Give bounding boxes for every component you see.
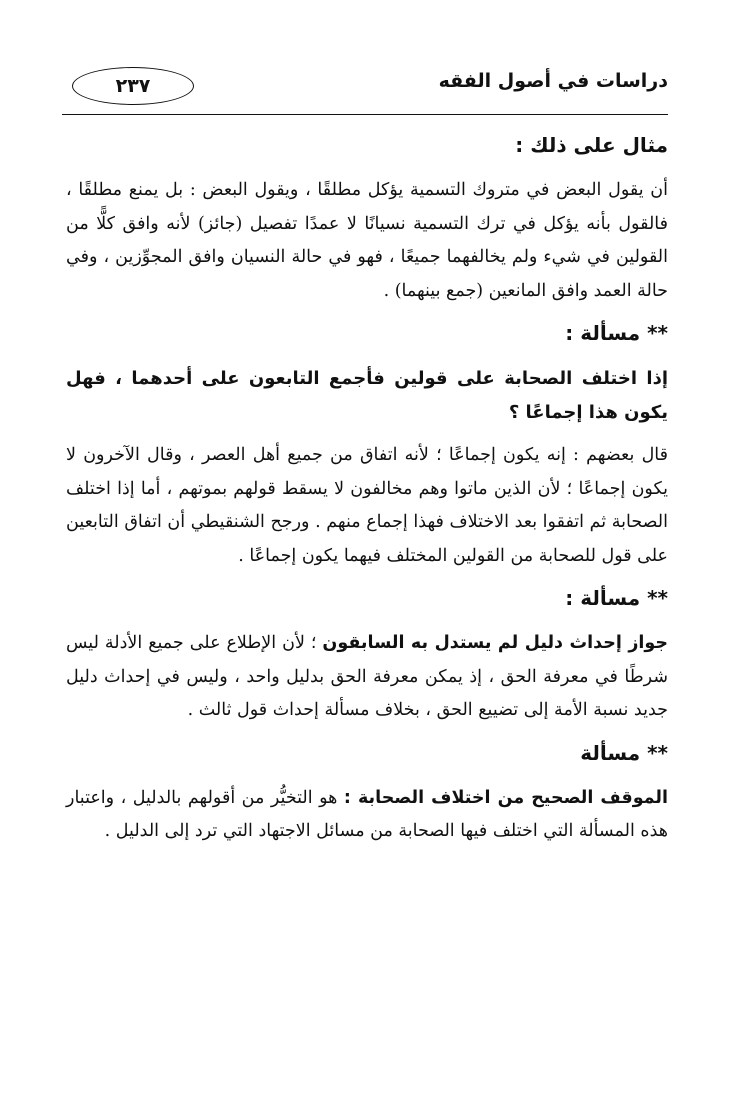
section-heading-issue-2: ** مسألة :: [565, 586, 668, 610]
lead-phrase: جواز إحداث دليل لم يستدل به السابقون: [322, 633, 668, 653]
paragraph-issue-2: [66, 627, 668, 728]
paragraph-text: ؛ لأن الإطلاع على جميع الأدلة ليس شرطًا في معرفة الحق ، إذ يمكن معرفة الحق بدليل واحد ، وليس في إحداث دليل جديد نسبة الأمة إلى تضييع الحق ، بخلاف مسألة إحداث قول ثالث .: [66, 633, 668, 720]
lead-phrase: الموقف الصحيح من اختلاف الصحابة :: [343, 787, 668, 808]
paragraph-issue-3: [66, 782, 668, 849]
page-number: ٢٣٧: [72, 67, 194, 105]
running-title: دراسات في أصول الفقه: [438, 70, 668, 92]
page-header: [62, 60, 668, 118]
page-content: [66, 124, 668, 859]
paragraph-example: أن يقول البعض في متروك التسمية يؤكل مطلقًا ، ويقول البعض : بل يمنع مطلقًا ، فالقول بأنه يؤكل في ترك التسمية نسيانًا لا عمدًا تفصيل (جائز) لأنه وافق كلًّا من القولين في شيء ولم يخالفهما جميعًا ، فهو في حالة النسيان وافق المجوِّزين ، وفي حالة العمد وافق المانعين (جمع بينهما) .: [66, 180, 668, 301]
header-rule: [62, 114, 668, 115]
section-heading-example: مثال على ذلك :: [515, 133, 668, 157]
paragraph-issue-1: قال بعضهم : إنه يكون إجماعًا ؛ لأنه اتفاق من جميع أهل العصر ، وقال الآخرون لا يكون إجماعًا ؛ لأن الذين ماتوا وهم مخالفون لا يسقط قولهم بموتهم ، أما إذا اختلف الصحابة ثم اتفقوا بعد الاختلاف فهذا إجماع منهم . ورجح الشنقيطي أن اتفاق التابعين على قول للصحابة من القولين المختلف فيهما يكون إجماعًا .: [66, 445, 668, 566]
question-paragraph: إذا اختلف الصحابة على قولين فأجمع التابعون على أحدهما ، فهل يكون هذا إجماعًا ؟: [66, 368, 668, 423]
section-heading-issue-1: ** مسألة :: [565, 321, 668, 345]
paragraph-text: هو التخيُّر من أقولهم بالدليل ، واعتبار هذه المسألة التي اختلف فيها الصحابة من مسائل الاجتهاد التي ترد إلى الدليل .: [66, 787, 668, 841]
section-heading-issue-3: ** مسألة: [580, 740, 668, 765]
